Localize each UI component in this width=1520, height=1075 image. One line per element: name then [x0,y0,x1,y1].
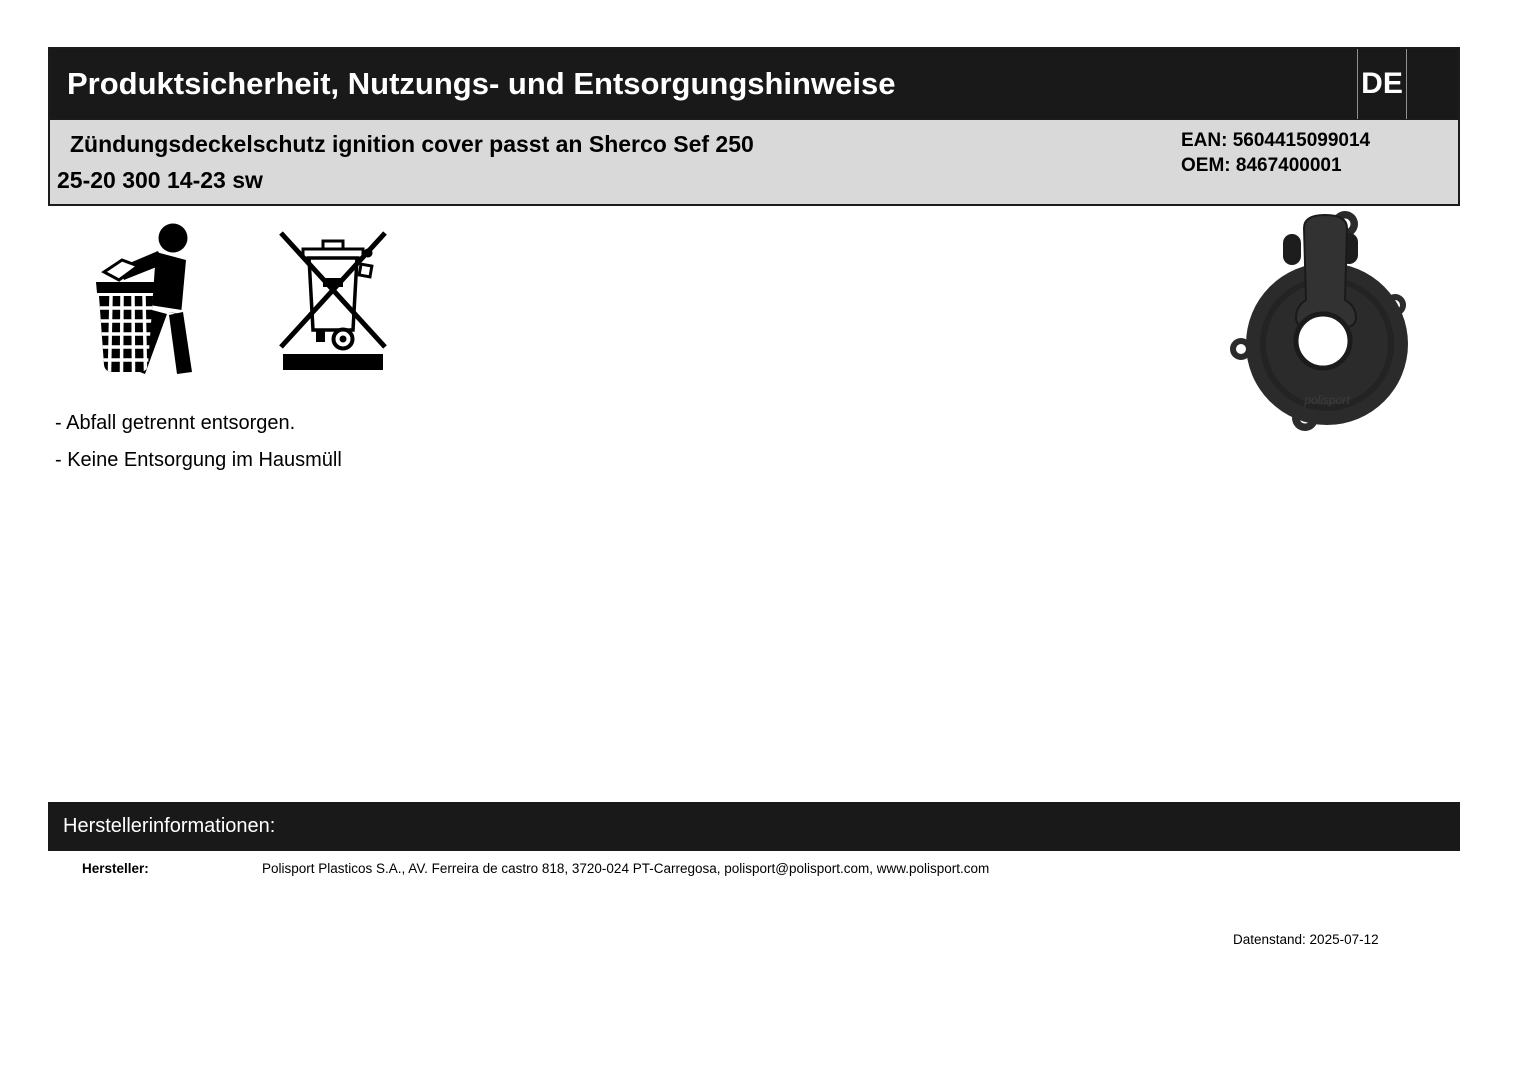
tidyman-icon [88,222,210,385]
product-photo-ignition-cover [1228,208,1412,445]
page-title: Produktsicherheit, Nutzungs- und Entsorgungshinweise [67,66,896,101]
product-name-line2: 25-20 300 14-23 sw [57,167,263,193]
title-bar [50,49,1458,119]
manufacturer-section-bar: Herstellerinformationen: [48,802,1460,851]
product-identification-row [50,119,1458,204]
product-name [50,120,1181,204]
product-name-line1: Zündungsdeckelschutz ignition cover passt an Sherco Sef 250 [70,131,754,157]
disposal-instruction: - Abfall getrennt entsorgen. [55,412,296,434]
product-codes [1181,120,1458,204]
oem-code: OEM: 8467400001 [1181,155,1342,176]
ean-code: EAN: 5604415099014 [1181,130,1371,151]
weee-crossed-out-wheelie-bin-icon [276,226,390,377]
data-date-text: Datenstand: 2025-07-12 [1233,932,1379,947]
disposal-instruction: - Keine Entsorgung im Hausmüll [55,449,342,471]
document-header-table [48,47,1460,206]
disposal-instructions [55,405,342,479]
manufacturer-label: Hersteller: [82,861,149,876]
product-photo-embossed-text: polisport [1304,393,1350,407]
language-badge: DE [1357,49,1407,119]
title-bar-spacer [1407,49,1458,119]
manufacturer-details: Polisport Plasticos S.A., AV. Ferreira de castro 818, 3720-024 PT-Carregosa, polisport@polisport.com, www.polisport.com [262,861,990,876]
